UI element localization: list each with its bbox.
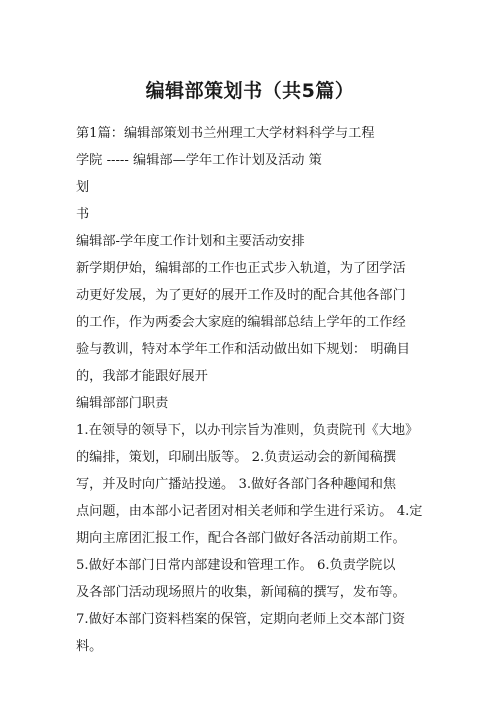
text-line: 的工作，作为两委会大家庭的编辑部总结上学年的工作经 [76,315,406,330]
text-line: 期向主席团汇报工作，配合各部门做好各活动前期工作。 [76,531,406,546]
text-line: 料。 [76,639,103,654]
text-line: 划 [76,180,90,195]
text-line: 编辑部-学年度工作计划和主要活动安排 [76,234,305,249]
text-line: 动更好发展，为了更好的展开工作及时的配合其他各部门 [76,288,406,303]
text-line: 验与教训，特对本学年工作和活动做出如下规划： 明确目 [76,342,410,357]
text-line: 的编排，策划，印刷出版等。 2.负责运动会的新闻稿撰 [76,450,397,465]
document-title: 编辑部策划书（共5篇） [145,80,355,102]
text-line: 点问题，由本部小记者团对相关老师和学生进行采访。 4.定 [76,504,423,519]
text-line: 的，我部才能跟好展开 [76,369,208,384]
text-line: 编辑部部门职责 [76,396,169,411]
text-line: 及各部门活动现场照片的收集，新闻稿的撰写，发布等。 [76,585,406,600]
text-line: 第1篇：编辑部策划书兰州理工大学材料科学与工程 [76,126,375,141]
text-line: 学院 ----- 编辑部—学年工作计划及活动 策 [76,153,322,168]
text-line: 新学期伊始，编辑部的工作也正式步入轨道，为了团学活 [76,261,406,276]
text-line: 1.在领导的领导下，以办刊宗旨为准则，负责院刊《大地》 [76,423,419,438]
text-line: 7.做好本部门资料档案的保管，定期向老师上交本部门资 [76,612,406,627]
text-line: 5.做好本部门日常内部建设和管理工作。 6.负责学院以 [76,558,396,573]
text-line: 书 [76,207,90,222]
text-line: 写，并及时向广播站投递。 3.做好各部门各种趣闻和焦 [76,477,397,492]
